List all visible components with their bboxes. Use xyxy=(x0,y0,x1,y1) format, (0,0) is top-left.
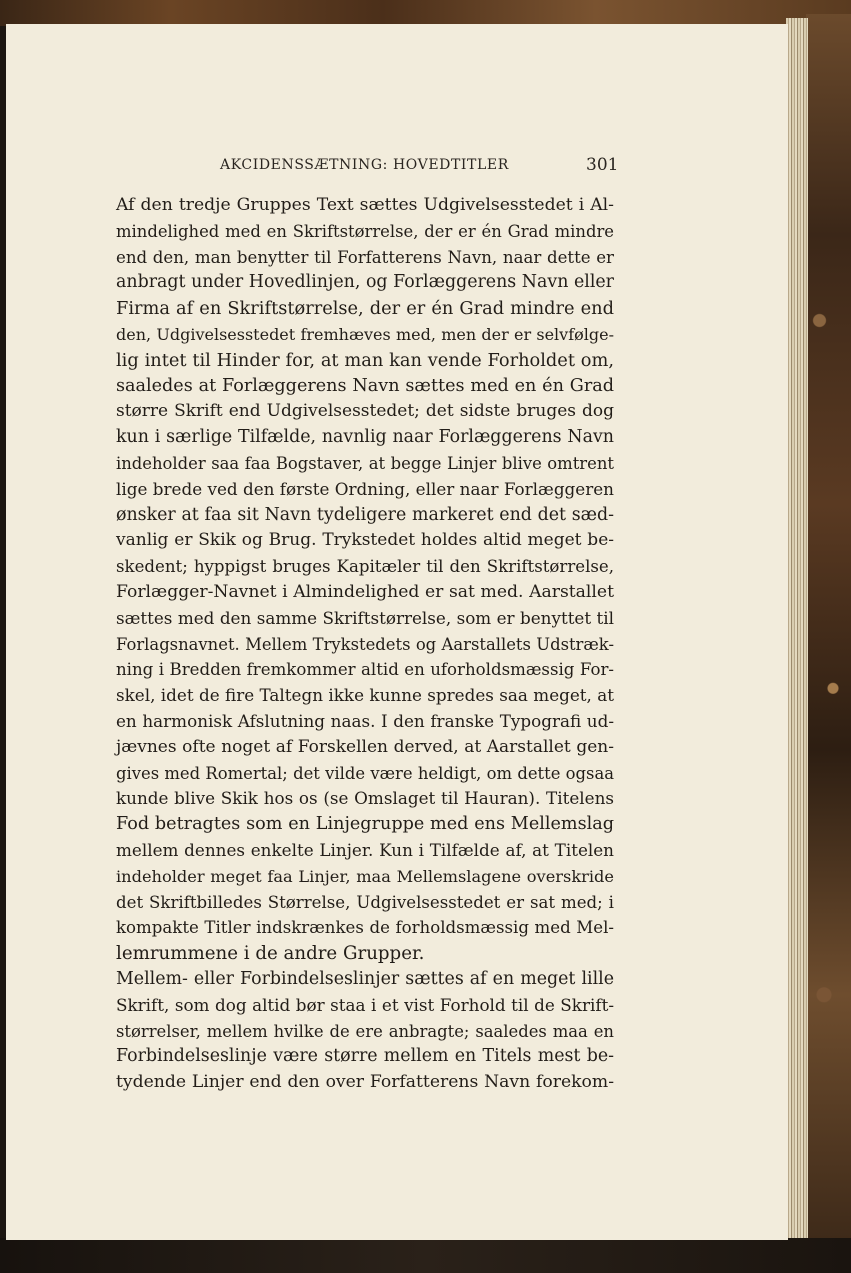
text-line: tydende Linjer end den over Forfatterens Navn forekom- xyxy=(116,1072,614,1093)
text-line: lig intet til Hinder for, at man kan vende Forholdet om, xyxy=(116,349,614,371)
text-line: indeholder meget faa Linjer, maa Mellemslagene overskride xyxy=(116,866,614,886)
page-header xyxy=(0,157,851,177)
text-line: skedent; hyppigst bruges Kapitæler til den Skriftstørrelse, xyxy=(116,557,614,577)
book-bottom-edge xyxy=(0,1238,851,1273)
text-line: ning i Bredden fremkommer altid en uforholdsmæssig For- xyxy=(116,660,614,680)
text-line: Forlagsnavnet. Mellem Trykstedets og Aarstallets Udstræk- xyxy=(116,634,614,654)
text-line: vanlig er Skik og Brug. Trykstedet holdes altid meget be- xyxy=(116,530,614,551)
book-top-edge xyxy=(0,0,851,26)
book-cover-edge xyxy=(806,14,851,1240)
text-line: kun i særlige Tilfælde, navnlig naar Forlæggerens Navn xyxy=(116,427,614,448)
text-line: det Skriftbilledes Størrelse, Udgivelsesstedet er sat med; i xyxy=(116,892,614,912)
text-line: Mellem- eller Forbindelseslinjer sættes af en meget lille xyxy=(116,968,614,989)
text-line: jævnes ofte noget af Forskellen derved, at Aarstallet gen- xyxy=(116,736,614,757)
text-line: Firma af en Skriftstørrelse, der er én Grad mindre end xyxy=(116,298,614,320)
text-line: saaledes at Forlæggerens Navn sættes med en én Grad xyxy=(116,375,614,396)
text-line: kunde blive Skik hos os (se Omslaget til Hauran). Titelens xyxy=(116,788,614,809)
text-line: skel, idet de fire Taltegn ikke kunne spredes saa meget, at xyxy=(116,685,614,706)
text-line: sættes med den samme Skriftstørrelse, som er benyttet til xyxy=(116,607,614,628)
text-line: størrelser, mellem hvilke de ere anbragte; saaledes maa en xyxy=(116,1021,614,1041)
text-line: anbragt under Hovedlinjen, og Forlæggerens Navn eller xyxy=(116,272,614,293)
text-line: større Skrift end Udgivelsesstedet; det sidste bruges dog xyxy=(116,401,614,422)
text-line: ønsker at faa sit Navn tydeligere markeret end det sæd- xyxy=(116,504,614,525)
text-line: mellem dennes enkelte Linjer. Kun i Tilfælde af, at Titelen xyxy=(116,839,614,860)
body-text xyxy=(116,193,614,1096)
text-line: Forlægger-Navnet i Almindelighed er sat med. Aarstallet xyxy=(116,581,614,602)
text-line: Forbindelseslinje være større mellem en Titels mest be- xyxy=(116,1046,614,1067)
text-line: mindelighed med en Skriftstørrelse, der er én Grad mindre xyxy=(116,221,614,241)
page-stack-edge xyxy=(786,18,808,1238)
page-number: 301 xyxy=(586,155,619,175)
text-line: indeholder saa faa Bogstaver, at begge Linjer blive omtrent xyxy=(116,453,614,473)
text-line: gives med Romertal; det vilde være heldigt, om dette ogsaa xyxy=(116,763,614,783)
text-line: den, Udgivelsesstedet fremhæves med, men der er selvfølge- xyxy=(116,324,614,344)
paragraph-last-line: lemrummene i de andre Grupper. xyxy=(116,943,425,965)
text-line: Af den tredje Gruppes Text sættes Udgivelsesstedet i Al- xyxy=(116,195,614,215)
text-line: Fod betragtes som en Linjegruppe med ens Mellemslag xyxy=(116,814,614,835)
text-line: en harmonisk Afslutning naas. I den franske Typografi ud- xyxy=(116,710,614,731)
running-head: AKCIDENSSÆTNING: HOVEDTITLER xyxy=(220,157,509,173)
text-line: kompakte Titler indskrænkes de forholdsmæssig med Mel- xyxy=(116,918,614,938)
text-line: lige brede ved den første Ordning, eller naar Forlæggeren xyxy=(116,478,614,499)
text-line: Skrift, som dog altid bør staa i et vist Forhold til de Skrift- xyxy=(116,994,614,1015)
text-line: end den, man benytter til Forfatterens Navn, naar dette er xyxy=(116,247,614,267)
